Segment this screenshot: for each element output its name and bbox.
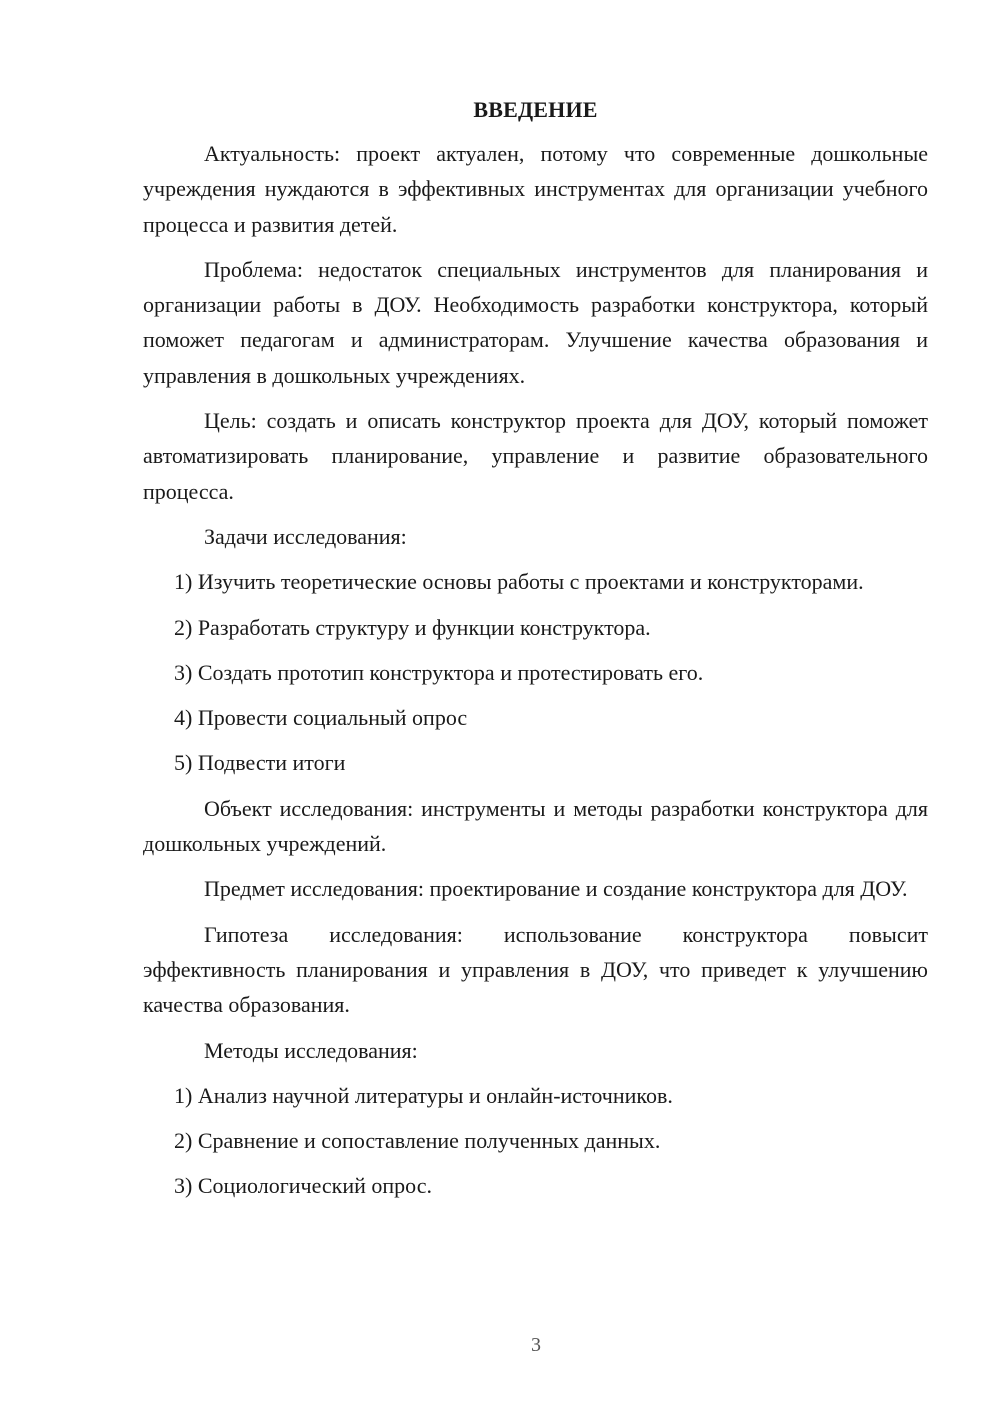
task-item: 2) Разработать структуру и функции конструктора. bbox=[174, 614, 651, 640]
task-item: 5) Подвести итоги bbox=[174, 750, 346, 776]
goal-paragraph: Цель: создать и описать конструктор проекта для ДОУ, который поможет автоматизировать планирование, управление и развитие образовательного процесса. bbox=[143, 408, 928, 504]
method-item: 2) Сравнение и сопоставление полученных данных. bbox=[174, 1128, 661, 1154]
tasks-heading: Задачи исследования: bbox=[204, 523, 407, 549]
relevance-paragraph: Актуальность: проект актуален, потому что современные дошкольные учреждения нуждаются в эффективных инструментах для организации учебного процесса и развития детей. bbox=[143, 141, 928, 237]
page-number: 3 bbox=[531, 1334, 541, 1356]
methods-heading: Методы исследования: bbox=[204, 1037, 418, 1063]
task-item: 4) Провести социальный опрос bbox=[174, 705, 468, 731]
task-item: 1) Изучить теоретические основы работы с проектами и конструкторами. bbox=[174, 569, 864, 595]
problem-paragraph: Проблема: недостаток специальных инструментов для планирования и организации работы в ДОУ. Необходимость разработки конструктора, который поможет педагогам и администраторам. Улучшение качества образования и управления в дошкольных учреждениях. bbox=[143, 256, 928, 388]
subject-paragraph: Предмет исследования: проектирование и создание конструктора для ДОУ. bbox=[204, 876, 908, 902]
method-item: 1) Анализ научной литературы и онлайн-источников. bbox=[174, 1082, 673, 1108]
object-paragraph: Объект исследования: инструменты и методы разработки конструктора для дошкольных учреждений. bbox=[143, 795, 928, 857]
hypothesis-paragraph: Гипотеза исследования: использование конструктора повысит эффективность планирования и управления в ДОУ, что приведет к улучшению качества образования. bbox=[143, 921, 928, 1018]
document-page bbox=[143, 95, 928, 1214]
page-title: ВВЕДЕНИЕ bbox=[473, 97, 598, 122]
task-item: 3) Создать прототип конструктора и протестировать его. bbox=[174, 659, 704, 685]
method-item: 3) Социологический опрос. bbox=[174, 1173, 432, 1199]
